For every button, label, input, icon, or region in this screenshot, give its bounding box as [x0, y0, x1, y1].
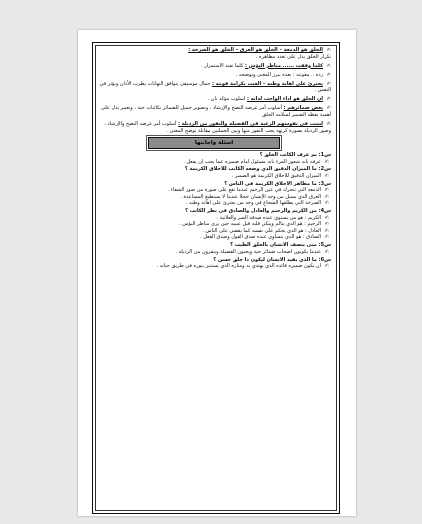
- question-4: س4: من الكريم والرحيم والعادل والصادق في نظر الكاتب ؟: [185, 208, 331, 215]
- pen-icon: ✍: [324, 234, 329, 241]
- document-page: [78, 30, 356, 516]
- section1-item-4: ✍رده .. معونته : بعده يبرز المعنى ويوضحه .: [235, 71, 331, 78]
- pen-icon: ✍: [324, 193, 329, 200]
- pen-icon: ✍: [324, 248, 329, 255]
- pen-icon: ✍: [324, 214, 329, 221]
- pen-icon: ✍: [326, 62, 331, 69]
- answer-1: ✍عرفه بأنه شعور المرء بأنه مسئول أمام ضميره عما يجب أن يفعل .: [183, 158, 329, 165]
- pen-icon: ✍: [324, 187, 329, 194]
- section1-item-6: ✍أن الخلق هو أداء الواجب لذاته : أسلوب مؤكد بأن .: [207, 96, 331, 103]
- section1-item-3: ✍كلما وقفت ...... مناظر البؤس : كلما تفيد الاستمرار .: [201, 62, 331, 69]
- section1-item-7: ✍يعض ضمائرهم : أسلوب أمر غرضه النصح والإرشاد ، وتصوير جميل للضمائر بكائنات حية ، وتعبير يدل على أهمية يقظة الضمير لسلامة الخلق: [101, 105, 331, 118]
- pen-icon: ✍: [326, 80, 331, 87]
- answer-3c: ✍الصرخة التي يطلقها الشجاع في وجه من يجترئ على اهانة وطنه .: [185, 200, 329, 207]
- pen-icon: ✍: [324, 227, 329, 234]
- section1-item-2: تكرار الخلق يدل على تعدد مظاهره .: [255, 53, 331, 60]
- pen-icon: ✍: [324, 221, 329, 228]
- pen-icon: ✍: [324, 158, 329, 165]
- answer-4d: ✍الصادق : هو الذي يتساوى عنده صدق القول وصدق الفعل .: [200, 234, 329, 241]
- section1-item-5: ✍يجترئ على اهانة وطنه – العبث بكرامة قومه : جمال موسيقى يتوافق النهايات يطرب الأذان ويؤثر في النفس .: [99, 80, 331, 94]
- question-3: س3: ما مظاهر الأخلاق الكريمة في الناس ؟: [224, 180, 331, 187]
- pen-icon: ✍: [326, 47, 331, 53]
- answer-2: ✍الميزان الدقيق للأخلاق الكريمة هو الضمير .: [231, 172, 329, 179]
- answer-5: ✍عندما يكونون أصحاب ضمائر حية ويحبون الفضيلة وينفرون من الرذيلة .: [175, 248, 329, 255]
- pen-icon: ✍: [326, 96, 331, 103]
- page-content: [97, 47, 331, 270]
- question-2: س2: ما الميزان الدقيق الذي وضعه الكاتب للأخلاق الكريمة ؟: [184, 166, 331, 173]
- pen-icon: ✍: [324, 200, 329, 207]
- answer-6: ✍أن يكون ضميره قائده الذي يهتدي به ومناره الذي يستنير بنوره في طريق حياته .: [156, 263, 329, 270]
- question-6: س6: ما الذي يفيد الانسان ليكون ذا خلق حسن ؟: [213, 256, 331, 263]
- answer-4b: ✍الرحيم : هو الذي يتألم ويبكي قلبه قبل عينيه حين يرى مناظر البؤس .: [179, 221, 329, 228]
- question-5: س5: متى يتصف الانسان بالخلق الطيب ؟: [230, 242, 331, 249]
- answer-3a: ✍الدمعة التي تتحرك في عين الرحيم عندما تقع على صورة من صور الشقاء .: [167, 187, 329, 194]
- pen-icon: ✍: [324, 172, 329, 179]
- question-1: س1: بم عرف الكاتب الخلق ؟: [259, 152, 331, 159]
- answer-4c: ✍العادل : هو الذي يحكم على نفسه كما يقضي على الناس .: [202, 227, 329, 234]
- pen-icon: ✍: [326, 71, 331, 78]
- pen-icon: ✍: [326, 121, 331, 128]
- qa-section-title: اسئلة واجابتها: [148, 137, 280, 149]
- pen-icon: ✍: [326, 105, 331, 112]
- section1-item-8: ✍ليثبت في نفوسهم الرغبة في الفضيلة والنفور من الرذيلة : أسلوب أمر غرضه النصح والإرشاد ، وصور الرذيلة بصورة كريهة يجب النفور منها وبين الجملتين مقابلة توضح المعنى .: [104, 121, 331, 134]
- answer-3b: ✍العرق الذي يسيل من وجه الإنسان خجلا عندما لا يستطيع المساعدة .: [180, 193, 329, 200]
- pen-icon: ✍: [324, 263, 329, 270]
- answer-4a: ✍الكريم : هو من يستوي عنده صدقة السر والعلانية .: [216, 214, 329, 221]
- section1-item-1: ✍الخلق هو الدمعة – الخلق هو العرق – الخلق هو الصرخة :: [188, 47, 331, 53]
